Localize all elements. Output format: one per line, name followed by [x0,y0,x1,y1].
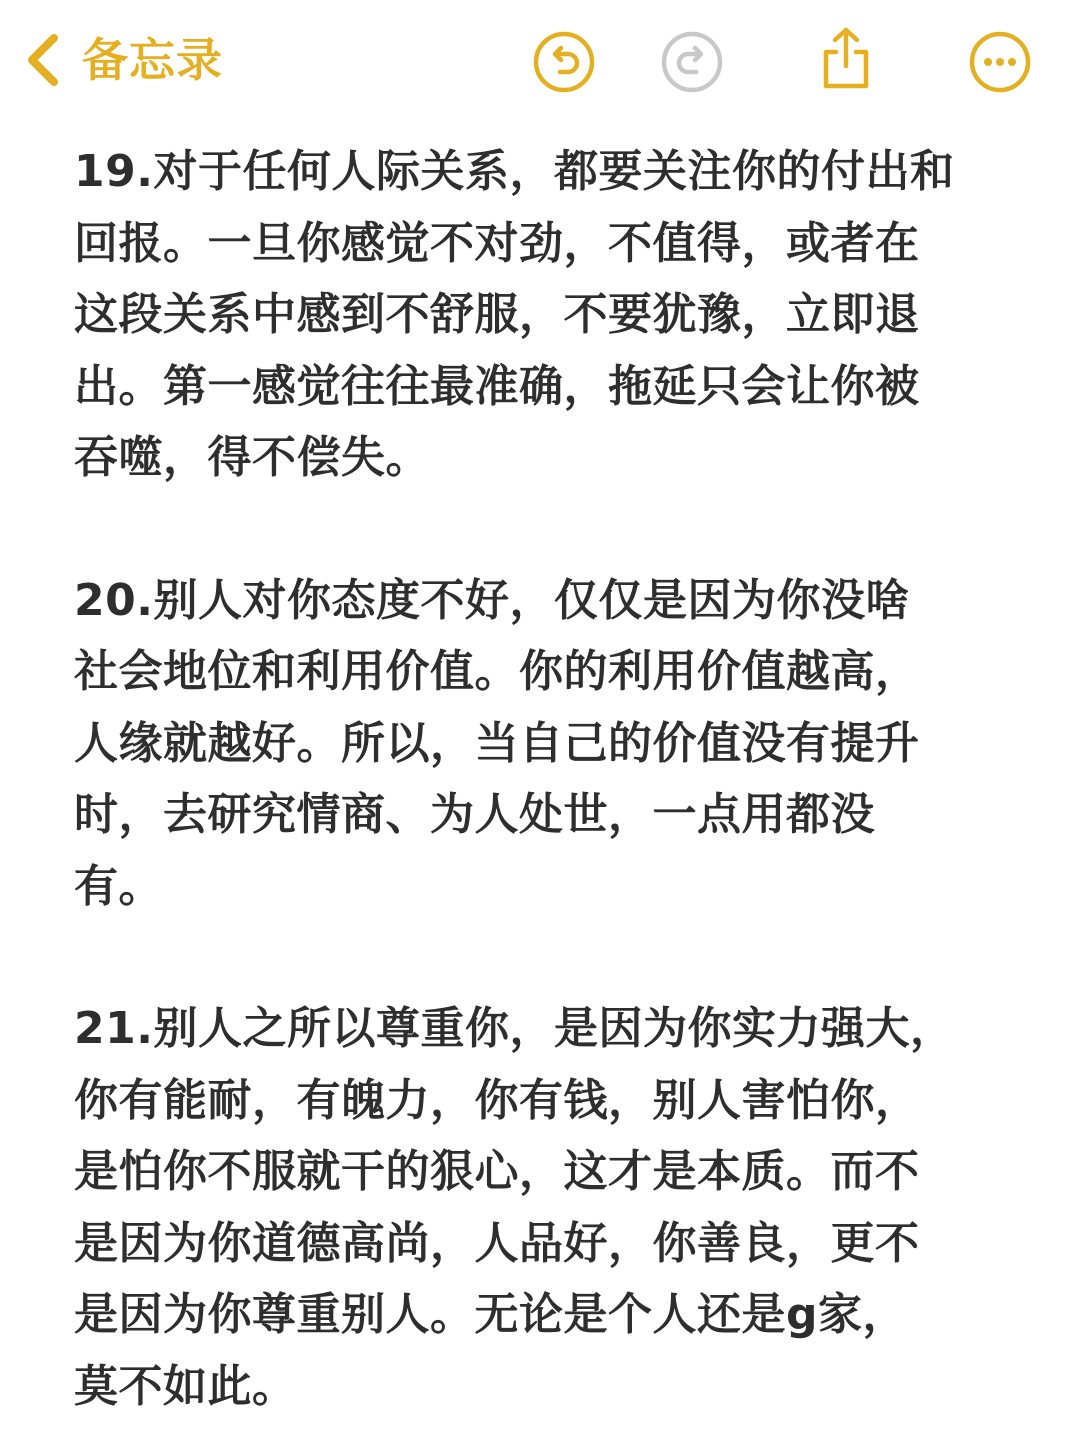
redo-button[interactable] [660,30,724,94]
note-paragraph-19[interactable]: 19.对于任何人际关系，都要关注你的付出和 回报。一旦你感觉不对劲，不值得，或者在 这段关系中感到不舒服，不要犹豫，立即退 出。第一感觉往往最准确，拖延只会让你被 吞噬，得不偿失。 [74,146,955,483]
redo-icon [660,30,724,94]
chevron-left-icon [22,30,62,90]
note-paragraph-20[interactable]: 20.别人对你态度不好，仅仅是因为你没啥 社会地位和利用价值。你的利用价值越高， 人缘就越好。所以，当自己的价值没有提升 时，去研究情商、为人处世，一点用都没 有。 [74,574,920,912]
share-icon [814,26,878,90]
navigation-bar [0,0,1080,120]
back-button[interactable] [22,28,223,92]
undo-icon [532,30,596,94]
back-button-label: 备忘录 [82,33,223,87]
undo-button[interactable] [532,30,596,94]
share-button[interactable] [814,26,878,90]
more-button[interactable] [968,30,1032,94]
note-paragraph-21[interactable]: 21.别人之所以尊重你，是因为你实力强大， 你有能耐，有魄力，你有钱，别人害怕你， 是怕你不服就干的狠心，这才是本质。而不 是因为你道德高尚，人品好，你善良，更不 是因为你尊重别人。无论是个人还是g家， 莫不如此。 [74,1003,955,1412]
note-content[interactable] [74,136,1004,1422]
more-icon [968,30,1032,94]
